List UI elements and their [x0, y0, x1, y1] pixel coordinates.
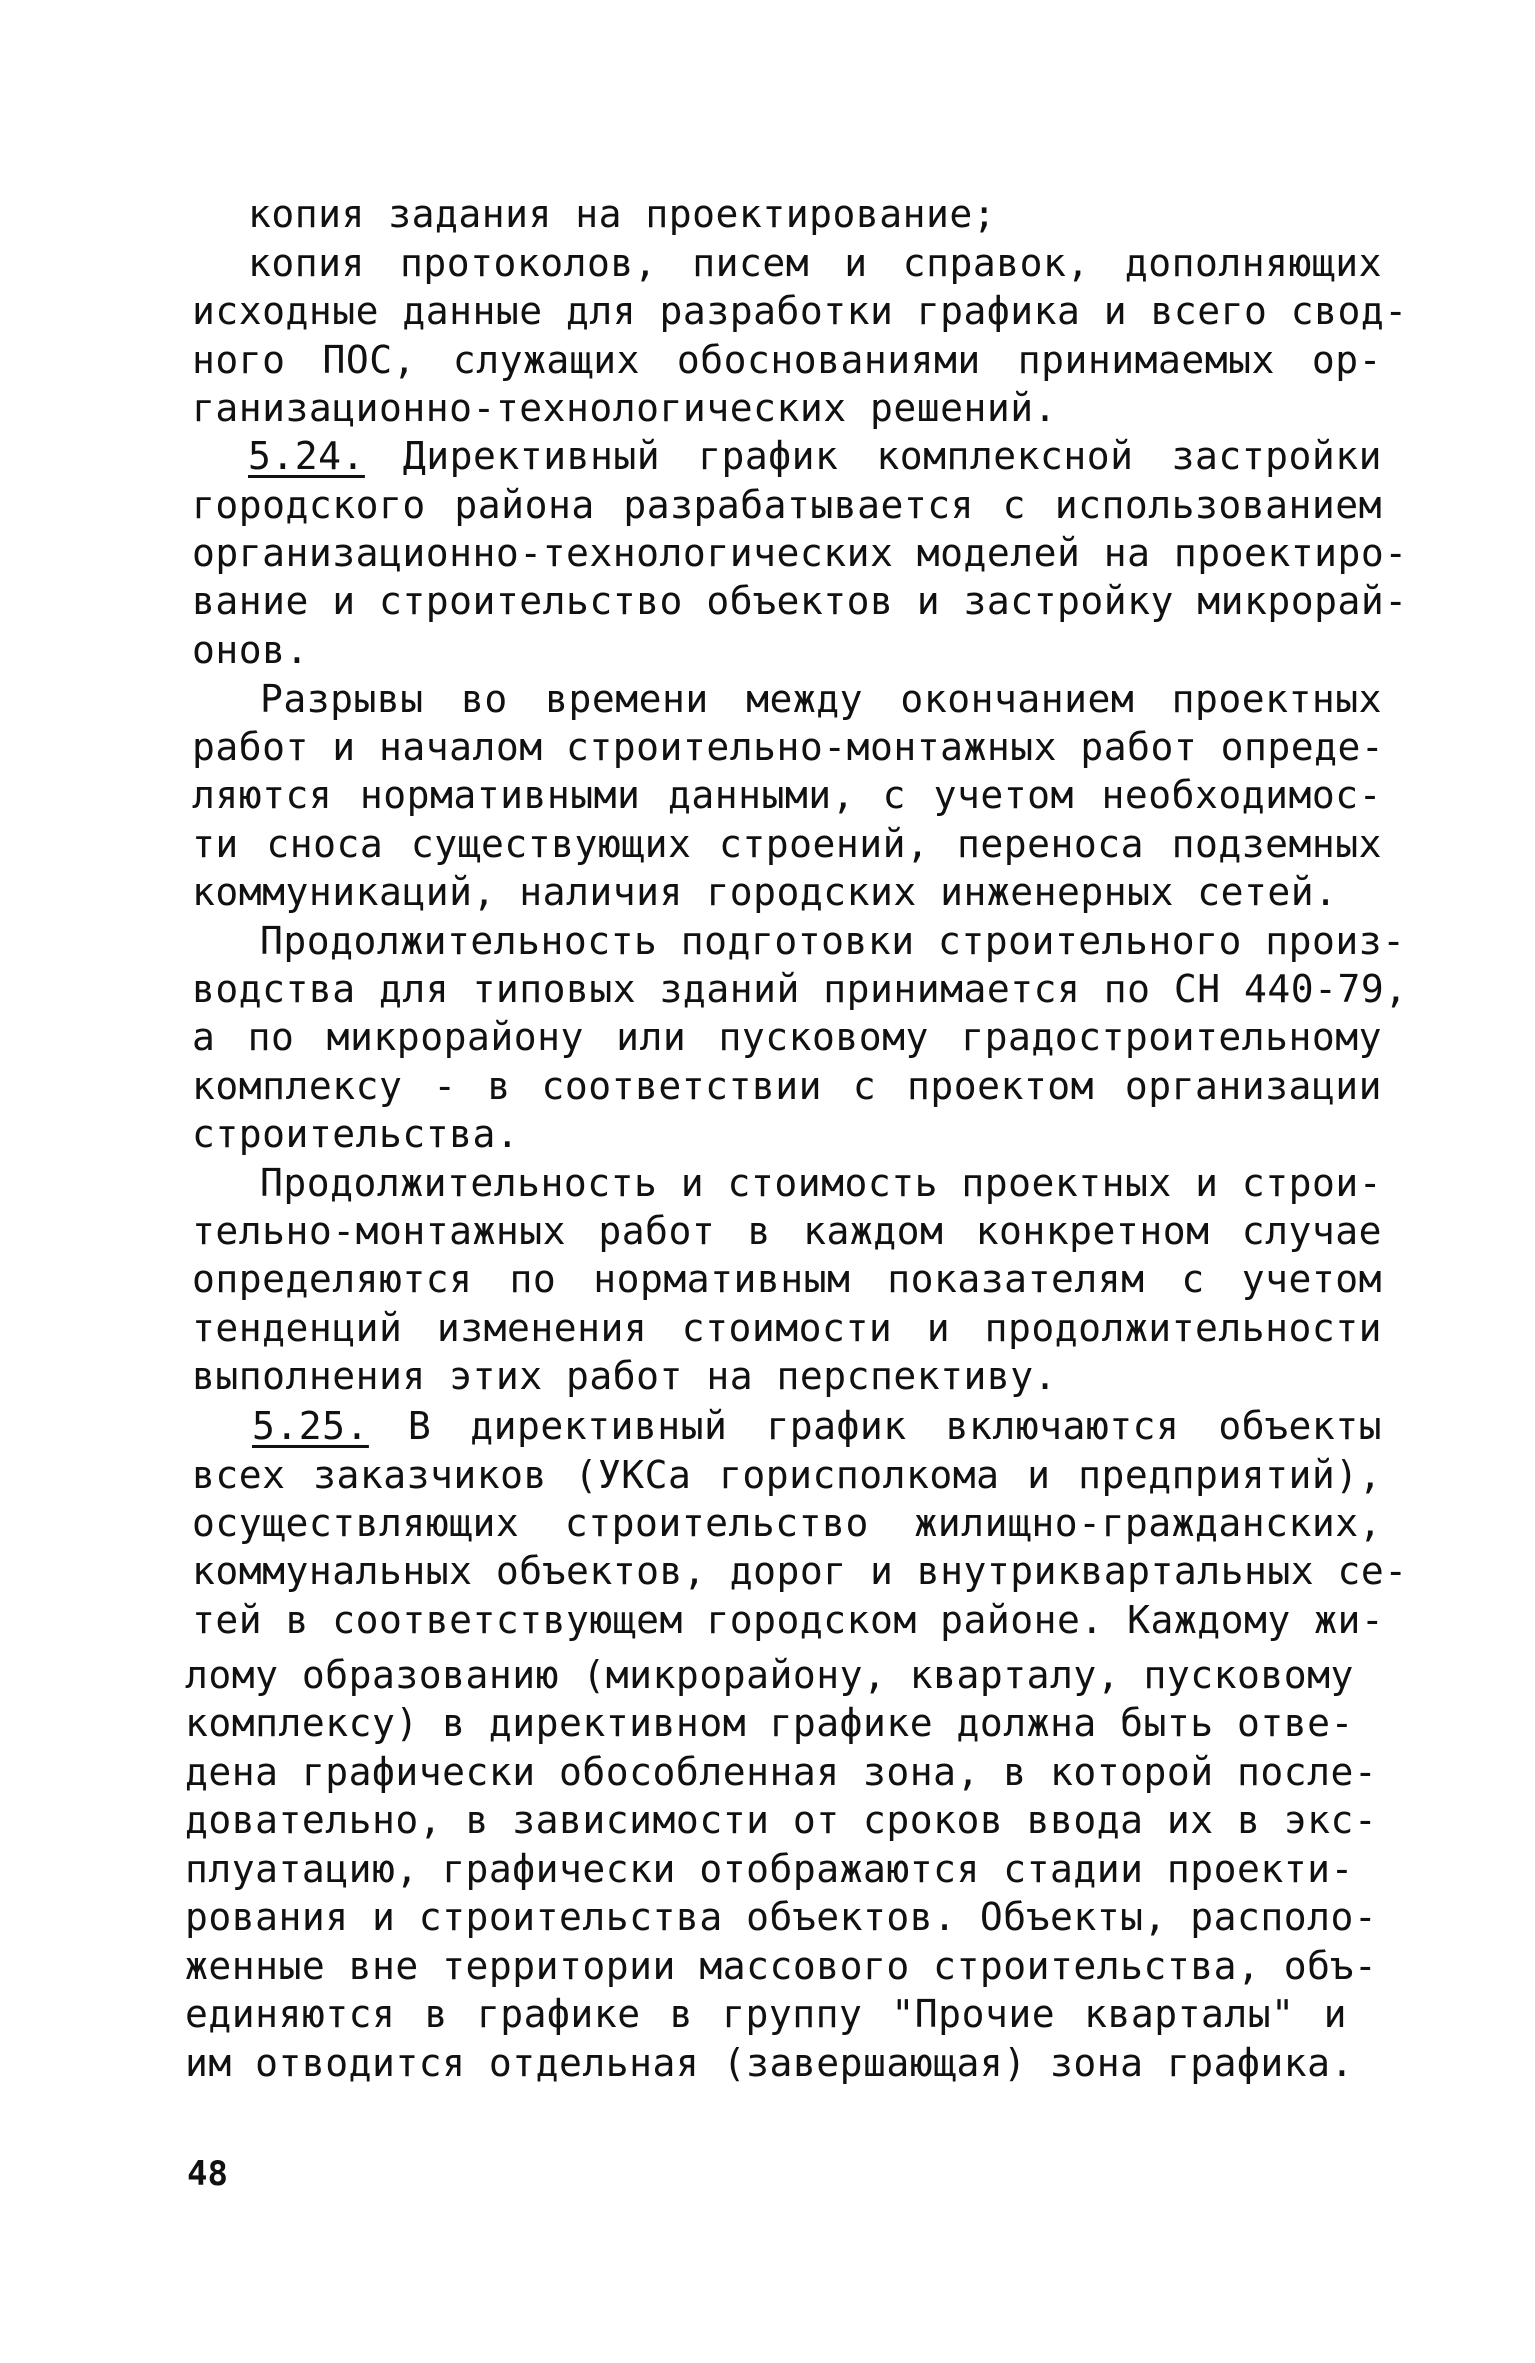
- text-line: им отводится отдельная (завершающая) зона графика.: [185, 2041, 1354, 2085]
- text-line: тей в соответствующем городском районе. Каждому жи-: [192, 1598, 1385, 1642]
- text-line: строительства.: [192, 1112, 520, 1156]
- text-line: исходные данные для разработки графика и всего свод-: [192, 289, 1408, 333]
- text-line: ного ПОС, служащих обоснованиями принимаемых ор-: [192, 338, 1382, 382]
- text-line: тенденций изменения стоимости и продолжительности: [192, 1306, 1382, 1350]
- text-line: ганизационно-технологических решений.: [192, 386, 1057, 430]
- text-line: работ и началом строительно-монтажных работ опреде-: [192, 725, 1385, 769]
- text-line: всех заказчиков (УКСа горисполкома и предприятий),: [192, 1453, 1382, 1497]
- text-line: единяются в графике в группу "Прочие кварталы" и: [185, 1992, 1347, 2036]
- text-line: копия задания на проектирование;: [248, 192, 997, 236]
- text-line: Продолжительность и стоимость проектных и строи-: [260, 1161, 1383, 1205]
- text-line: Директивный график комплексной застройки: [402, 434, 1382, 478]
- text-line: довательно, в зависимости от сроков ввода их в экс-: [185, 1798, 1378, 1842]
- text-line: лому образованию (микрорайону, кварталу, пусковому: [185, 1653, 1354, 1697]
- section-first-line: [248, 433, 1382, 479]
- section-number: 5.24.: [248, 434, 365, 478]
- text-line: а по микрорайону или пусковому градостроительному: [192, 1015, 1382, 1059]
- text-line: городского района разрабатывается с использованием: [192, 483, 1382, 527]
- text-line: рования и строительства объектов. Объекты, располо-: [185, 1895, 1378, 1939]
- text-line: Разрывы во времени между окончанием проектных: [260, 677, 1382, 721]
- text-line: ляются нормативными данными, с учетом необходимос-: [192, 773, 1382, 817]
- text-line: ти сноса существующих строений, переноса подземных: [192, 822, 1382, 866]
- text-line: коммунальных объектов, дорог и внутриквартальных се-: [192, 1549, 1408, 1593]
- text-line: водства для типовых зданий принимается по СН 440-79,: [192, 967, 1408, 1011]
- text-line: онов.: [192, 628, 309, 672]
- text-line: коммуникаций, наличия городских инженерных сетей.: [192, 870, 1338, 914]
- section-number: 5.25.: [252, 1404, 369, 1448]
- text-line: тельно-монтажных работ в каждом конкретном случае: [192, 1209, 1382, 1253]
- text-line: комплексу - в соответствии с проектом организации: [192, 1064, 1382, 1108]
- text-line: плуатацию, графически отображаются стадии проекти-: [185, 1847, 1354, 1891]
- text-line: Продолжительность подготовки строительного произ-: [260, 919, 1406, 963]
- text-line: организационно-технологических моделей на проектиро-: [192, 531, 1408, 575]
- text-line: определяются по нормативным показателям с учетом: [192, 1257, 1382, 1301]
- text-line: женные вне территории массового строительства, объ-: [185, 1944, 1378, 1988]
- text-line: комплексу) в директивном графике должна быть отве-: [185, 1701, 1354, 1745]
- text-line: дена графически обособленная зона, в которой после-: [185, 1750, 1378, 1794]
- page-number: 48: [187, 2154, 228, 2194]
- text-line: вание и строительство объектов и застройку микрорай-: [192, 579, 1408, 623]
- text-line: осуществляющих строительство жилищно-гражданских,: [192, 1501, 1382, 1545]
- section-first-line: [252, 1403, 1382, 1449]
- text-line: выполнения этих работ на перспективу.: [192, 1354, 1057, 1398]
- text-line: В директивный график включаются объекты: [407, 1404, 1382, 1448]
- text-line: копия протоколов, писем и справок, дополняющих: [248, 241, 1382, 285]
